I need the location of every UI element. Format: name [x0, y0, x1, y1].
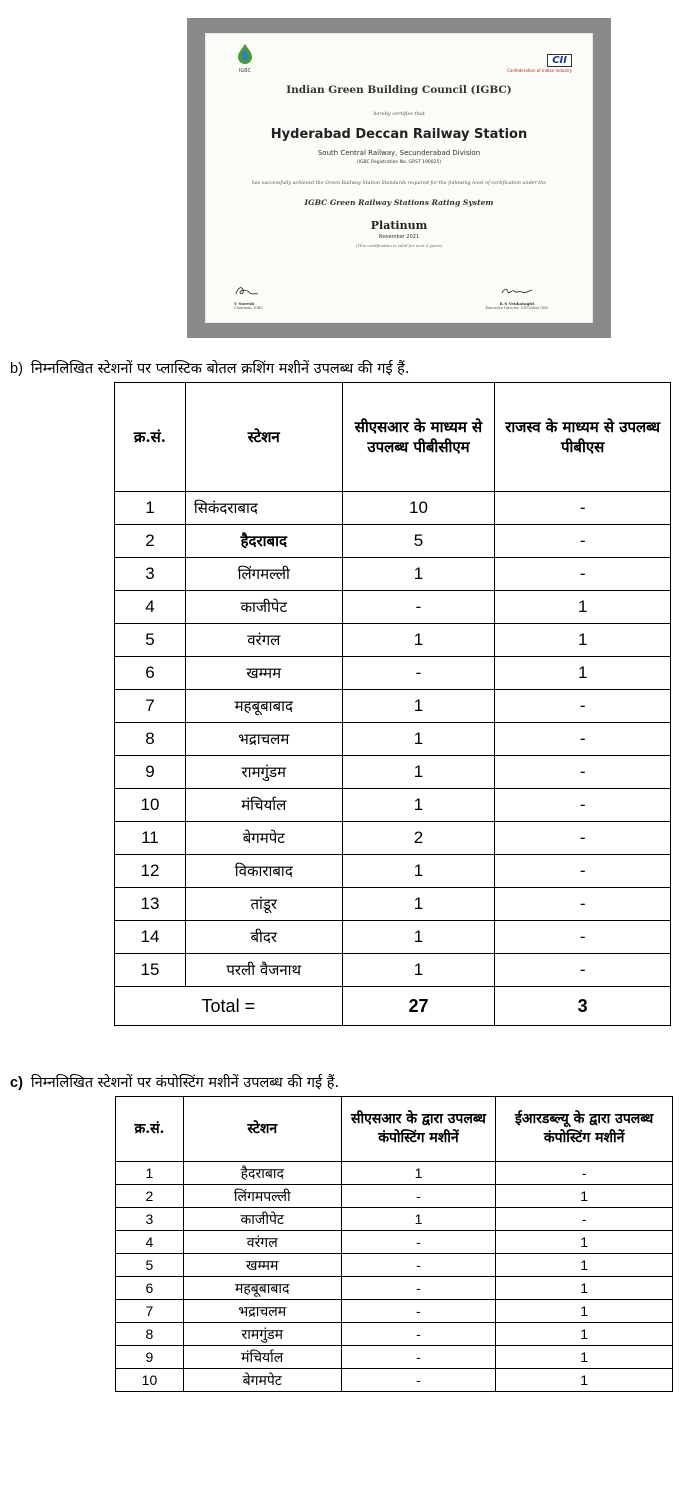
station-cell: खम्मम: [183, 1254, 341, 1277]
section-b-heading-text: निम्नलिखित स्टेशनों पर प्लास्टिक बोतल क्रशिंग मशीनें उपलब्ध की गई हैं.: [30, 361, 410, 377]
serial-cell: 1: [115, 492, 186, 525]
cii-logo-text: CII: [547, 54, 572, 67]
serial-cell: 7: [115, 690, 186, 723]
table-row: [115, 690, 671, 723]
igbc-logo: [233, 44, 257, 74]
table-row: [116, 1300, 673, 1323]
csr-count-cell: 1: [342, 723, 495, 756]
revenue-count-cell: -: [495, 954, 671, 987]
column-header: राजस्व के माध्यम से उपलब्ध पीबीएस: [495, 383, 671, 492]
csr-count-cell: 1: [342, 756, 495, 789]
serial-cell: 10: [115, 789, 186, 822]
csr-count-cell: -: [342, 591, 495, 624]
column-header: स्टेशन: [185, 383, 342, 492]
section-c-marker: c): [10, 1075, 23, 1091]
csr-count-cell: 1: [342, 888, 495, 921]
serial-cell: 4: [116, 1231, 184, 1254]
serial-cell: 8: [115, 723, 186, 756]
station-cell: सिकंदराबाद: [185, 492, 342, 525]
signatory-left-name: V Suresh: [234, 301, 255, 306]
total-row: [115, 987, 671, 1026]
table-row: [115, 558, 671, 591]
cii-logo: [492, 48, 572, 73]
table-row: [115, 657, 671, 690]
certificate-council: Indian Green Building Council (IGBC): [286, 84, 512, 96]
serial-cell: 1: [116, 1162, 184, 1185]
erw-count-cell: 1: [496, 1277, 673, 1300]
station-cell: हैदराबाद: [183, 1162, 341, 1185]
csr-count-cell: 1: [342, 558, 495, 591]
erw-count-cell: -: [496, 1162, 673, 1185]
table-row: [116, 1254, 673, 1277]
erw-count-cell: 1: [496, 1346, 673, 1369]
station-cell: वरंगल: [183, 1231, 341, 1254]
signature-left: [234, 282, 294, 310]
csr-count-cell: -: [341, 1323, 496, 1346]
csr-count-cell: -: [341, 1185, 496, 1208]
serial-cell: 9: [115, 756, 186, 789]
erw-count-cell: 1: [496, 1231, 673, 1254]
table-row: [115, 492, 671, 525]
composting-machine-table: [115, 1096, 673, 1392]
signature-right: [462, 282, 572, 310]
serial-cell: 11: [115, 822, 186, 855]
erw-count-cell: 1: [496, 1323, 673, 1346]
section-b-marker: b): [10, 361, 23, 377]
serial-cell: 3: [116, 1208, 184, 1231]
station-cell: बेगमपेट: [183, 1369, 341, 1392]
erw-count-cell: 1: [496, 1254, 673, 1277]
station-cell: तांडूर: [185, 888, 342, 921]
total-revenue-cell: 3: [495, 987, 671, 1026]
signatory-right-name: K S Venkatagiri: [499, 301, 535, 306]
table-row: [116, 1208, 673, 1231]
total-label: Total =: [115, 987, 343, 1026]
certificate-validity: (This certification is valid for next 3 years): [355, 243, 443, 248]
station-cell: बेगमपेट: [185, 822, 342, 855]
table-row: [115, 888, 671, 921]
certificate-division: South Central Railway, Secunderabad Division: [317, 149, 481, 157]
csr-count-cell: -: [341, 1369, 496, 1392]
certificate-achieved: has successfully achieved the Green Railway Station Standards required for the following level of certification under the: [251, 181, 547, 186]
table-row: [116, 1231, 673, 1254]
table-row: [115, 525, 671, 558]
revenue-count-cell: -: [495, 525, 671, 558]
station-cell: मंचिर्याल: [185, 789, 342, 822]
erw-count-cell: 1: [496, 1300, 673, 1323]
revenue-count-cell: 1: [495, 624, 671, 657]
erw-count-cell: 1: [496, 1185, 673, 1208]
station-cell: हैदराबाद: [185, 525, 342, 558]
table-row: [115, 855, 671, 888]
station-cell: भद्राचलम: [185, 723, 342, 756]
revenue-count-cell: -: [495, 921, 671, 954]
cii-logo-subtext: Confederation of Indian Industry: [507, 68, 572, 73]
station-cell: रामगुंडम: [185, 756, 342, 789]
serial-cell: 6: [116, 1277, 184, 1300]
csr-count-cell: 1: [341, 1162, 496, 1185]
station-cell: महबूबाबाद: [183, 1277, 341, 1300]
station-cell: लिंगमल्ली: [185, 558, 342, 591]
revenue-count-cell: 1: [495, 657, 671, 690]
station-cell: खम्मम: [185, 657, 342, 690]
table-row: [116, 1323, 673, 1346]
csr-count-cell: -: [341, 1231, 496, 1254]
csr-count-cell: 2: [342, 822, 495, 855]
certificate-date: November 2021: [378, 234, 420, 240]
serial-cell: 10: [116, 1369, 184, 1392]
table-row: [115, 954, 671, 987]
signature-right-icon: [500, 285, 534, 297]
table-row: [116, 1162, 673, 1185]
column-header: सीएसआर के द्वारा उपलब्ध कंपोस्टिंग मशीनें: [341, 1097, 496, 1162]
revenue-count-cell: -: [495, 822, 671, 855]
igbc-logo-text: IGBC: [238, 68, 252, 74]
certificate-level: Platinum: [370, 219, 428, 232]
table-row: [115, 591, 671, 624]
certificate-hereby: hereby certifies that: [373, 111, 425, 117]
serial-cell: 6: [115, 657, 186, 690]
csr-count-cell: -: [341, 1300, 496, 1323]
table-header-row: [115, 383, 671, 492]
csr-count-cell: -: [342, 657, 495, 690]
column-header: क्र.सं.: [116, 1097, 184, 1162]
serial-cell: 4: [115, 591, 186, 624]
table-row: [116, 1185, 673, 1208]
table-row: [115, 822, 671, 855]
station-cell: मंचिर्याल: [183, 1346, 341, 1369]
csr-count-cell: -: [341, 1277, 496, 1300]
serial-cell: 2: [115, 525, 186, 558]
revenue-count-cell: -: [495, 789, 671, 822]
station-cell: महबूबाबाद: [185, 690, 342, 723]
serial-cell: 14: [115, 921, 186, 954]
station-cell: रामगुंडम: [183, 1323, 341, 1346]
station-cell: परली वैजनाथ: [185, 954, 342, 987]
table-row: [115, 921, 671, 954]
csr-count-cell: -: [341, 1346, 496, 1369]
serial-cell: 5: [116, 1254, 184, 1277]
table-row: [115, 789, 671, 822]
certificate-frame: [187, 18, 611, 338]
revenue-count-cell: 1: [495, 591, 671, 624]
section-c-heading-text: निम्नलिखित स्टेशनों पर कंपोस्टिंग मशीनें उपलब्ध की गई हैं.: [30, 1075, 340, 1091]
table-row: [116, 1277, 673, 1300]
certificate: [205, 33, 593, 323]
revenue-count-cell: -: [495, 855, 671, 888]
signatory-left-title: Chairman, IGBC: [234, 306, 264, 310]
revenue-count-cell: -: [495, 558, 671, 591]
serial-cell: 15: [115, 954, 186, 987]
station-cell: भद्राचलम: [183, 1300, 341, 1323]
column-header: क्र.सं.: [115, 383, 186, 492]
total-csr-cell: 27: [342, 987, 495, 1026]
csr-count-cell: 1: [342, 624, 495, 657]
serial-cell: 7: [116, 1300, 184, 1323]
csr-count-cell: 1: [341, 1208, 496, 1231]
erw-count-cell: -: [496, 1208, 673, 1231]
serial-cell: 2: [116, 1185, 184, 1208]
csr-count-cell: -: [341, 1254, 496, 1277]
table-row: [115, 723, 671, 756]
certificate-rating-system: IGBC Green Railway Stations Rating System: [304, 198, 494, 207]
revenue-count-cell: -: [495, 756, 671, 789]
column-header: ईआरडब्ल्यू के द्वारा उपलब्ध कंपोस्टिंग मशीनें: [496, 1097, 673, 1162]
station-cell: काजीपेट: [183, 1208, 341, 1231]
column-header: सीएसआर के माध्यम से उपलब्ध पीबीसीएम: [342, 383, 495, 492]
column-header: स्टेशन: [183, 1097, 341, 1162]
csr-count-cell: 1: [342, 855, 495, 888]
station-cell: वरंगल: [185, 624, 342, 657]
table-row: [115, 756, 671, 789]
csr-count-cell: 1: [342, 921, 495, 954]
table-row: [116, 1369, 673, 1392]
station-cell: लिंगमपल्ली: [183, 1185, 341, 1208]
station-cell: विकाराबाद: [185, 855, 342, 888]
certificate-station: Hyderabad Deccan Railway Station: [270, 127, 528, 142]
revenue-count-cell: -: [495, 888, 671, 921]
section-b-heading: [10, 358, 409, 378]
serial-cell: 9: [116, 1346, 184, 1369]
signature-left-icon: [234, 285, 260, 297]
certificate-registration: (IGBC Registration No. GRST 190025): [356, 160, 442, 165]
signatory-right-title: Executive Director, CII-Godrej GBC: [485, 306, 549, 310]
revenue-count-cell: -: [495, 492, 671, 525]
csr-count-cell: 1: [342, 789, 495, 822]
serial-cell: 5: [115, 624, 186, 657]
revenue-count-cell: -: [495, 690, 671, 723]
revenue-count-cell: -: [495, 723, 671, 756]
table-header-row: [116, 1097, 673, 1162]
station-cell: बीदर: [185, 921, 342, 954]
serial-cell: 12: [115, 855, 186, 888]
csr-count-cell: 1: [342, 690, 495, 723]
csr-count-cell: 10: [342, 492, 495, 525]
section-c-heading: [10, 1072, 339, 1092]
pet-bottle-crusher-table: [114, 382, 671, 1026]
serial-cell: 13: [115, 888, 186, 921]
csr-count-cell: 1: [342, 954, 495, 987]
table-row: [115, 624, 671, 657]
csr-count-cell: 5: [342, 525, 495, 558]
table-row: [116, 1346, 673, 1369]
station-cell: काजीपेट: [185, 591, 342, 624]
serial-cell: 3: [115, 558, 186, 591]
erw-count-cell: 1: [496, 1369, 673, 1392]
leaf-drop-icon: [237, 44, 253, 64]
serial-cell: 8: [116, 1323, 184, 1346]
